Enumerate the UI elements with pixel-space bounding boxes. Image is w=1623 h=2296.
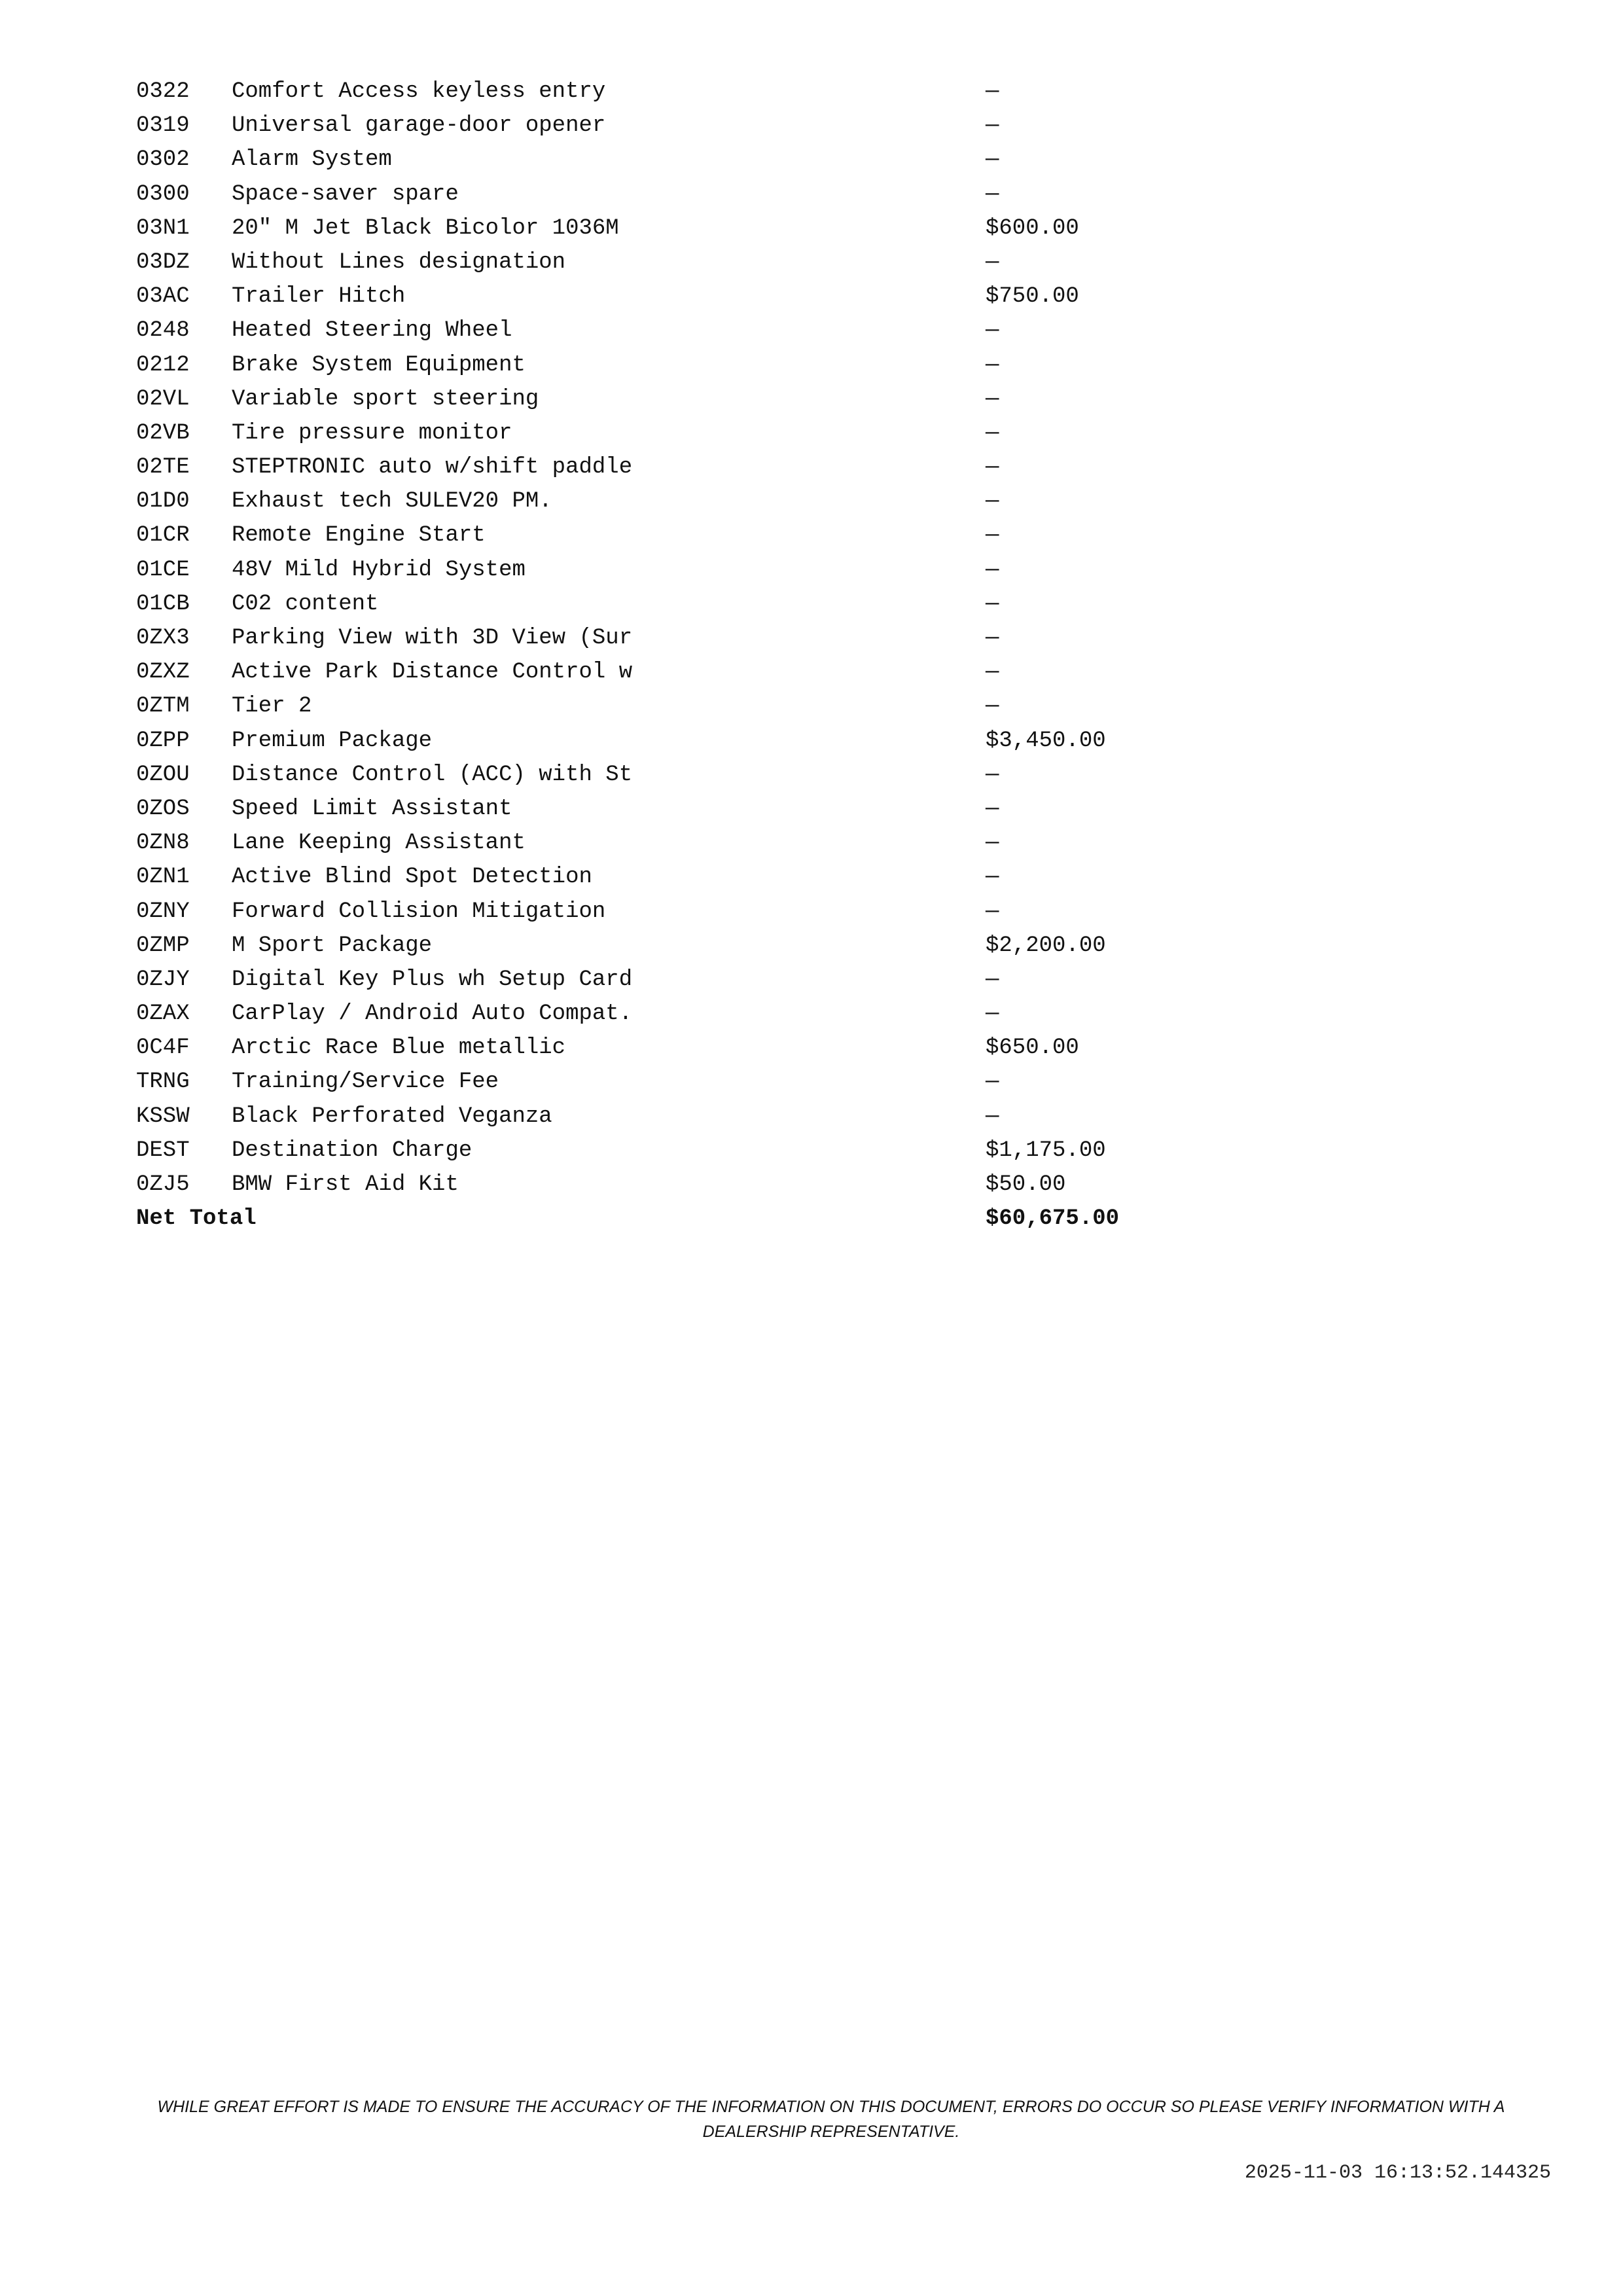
option-code: 0302 — [136, 147, 190, 173]
option-price: — — [986, 557, 999, 583]
option-description: Distance Control (ACC) with St — [232, 762, 633, 787]
option-code: 0ZOS — [136, 796, 190, 821]
option-description: Universal garage-door opener — [232, 113, 606, 139]
option-row — [136, 826, 1183, 860]
option-description: CarPlay / Android Auto Compat. — [232, 1001, 633, 1027]
option-code: 02TE — [136, 455, 190, 480]
option-row — [136, 587, 1183, 621]
option-row — [136, 997, 1183, 1031]
net-total-label: Net Total — [136, 1206, 257, 1232]
option-row — [136, 1100, 1183, 1134]
option-row — [136, 177, 1183, 211]
option-code: 0ZJ5 — [136, 1172, 190, 1197]
option-row — [136, 792, 1183, 826]
option-code: 0ZMP — [136, 933, 190, 958]
option-code: 03DZ — [136, 249, 190, 275]
option-row — [136, 553, 1183, 587]
option-code: DEST — [136, 1138, 190, 1163]
option-row — [136, 75, 1183, 109]
option-row — [136, 1168, 1183, 1202]
option-description: Digital Key Plus wh Setup Card — [232, 967, 633, 992]
option-row — [136, 860, 1183, 894]
option-description: Training/Service Fee — [232, 1069, 499, 1095]
option-row — [136, 724, 1183, 758]
option-price: — — [986, 1001, 999, 1027]
option-row — [136, 484, 1183, 518]
option-row — [136, 109, 1183, 143]
option-description: Active Blind Spot Detection — [232, 865, 592, 890]
option-description: C02 content — [232, 591, 379, 617]
net-total-row — [136, 1202, 1183, 1236]
option-price: $750.00 — [986, 284, 1079, 310]
option-row — [136, 143, 1183, 177]
option-code: 0ZPP — [136, 728, 190, 753]
option-row — [136, 450, 1183, 484]
option-code: KSSW — [136, 1103, 190, 1129]
option-price: $50.00 — [986, 1172, 1066, 1197]
option-description: Speed Limit Assistant — [232, 796, 512, 821]
option-price: — — [986, 386, 999, 412]
option-price: — — [986, 831, 999, 856]
option-price: — — [986, 420, 999, 446]
option-price: $650.00 — [986, 1035, 1079, 1061]
option-price: $600.00 — [986, 215, 1079, 241]
option-code: 0300 — [136, 181, 190, 207]
option-code: 0319 — [136, 113, 190, 139]
option-price: $1,175.00 — [986, 1138, 1106, 1163]
option-price: — — [986, 967, 999, 992]
option-code: 0322 — [136, 79, 190, 104]
option-price: — — [986, 1069, 999, 1095]
option-row — [136, 279, 1183, 314]
option-row — [136, 1031, 1183, 1065]
option-code: 0ZJY — [136, 967, 190, 992]
print-timestamp: 2025-11-03 16:13:52.144325 — [1244, 2162, 1551, 2184]
option-row — [136, 518, 1183, 552]
option-price: — — [986, 352, 999, 378]
option-description: Forward Collision Mitigation — [232, 899, 606, 924]
option-price: — — [986, 796, 999, 821]
option-code: 0ZN8 — [136, 831, 190, 856]
option-row — [136, 655, 1183, 689]
option-row — [136, 348, 1183, 382]
option-row — [136, 621, 1183, 655]
option-row — [136, 963, 1183, 997]
option-row — [136, 895, 1183, 929]
option-description: Parking View with 3D View (Sur — [232, 626, 633, 651]
option-price: — — [986, 489, 999, 514]
option-row — [136, 416, 1183, 450]
option-price: — — [986, 591, 999, 617]
option-price: — — [986, 113, 999, 139]
option-description: Without Lines designation — [232, 249, 566, 275]
option-code: 0ZTM — [136, 694, 190, 719]
option-code: 0ZN1 — [136, 865, 190, 890]
option-code: 03AC — [136, 284, 190, 310]
option-code: 0C4F — [136, 1035, 190, 1061]
option-code: 0248 — [136, 318, 190, 344]
option-description: 20" M Jet Black Bicolor 1036M — [232, 215, 619, 241]
option-row — [136, 245, 1183, 279]
option-row — [136, 689, 1183, 723]
option-description: 48V Mild Hybrid System — [232, 557, 526, 583]
option-description: M Sport Package — [232, 933, 433, 958]
option-description: BMW First Aid Kit — [232, 1172, 459, 1197]
option-description: Brake System Equipment — [232, 352, 526, 378]
option-code: 0ZOU — [136, 762, 190, 787]
option-description: Destination Charge — [232, 1138, 473, 1163]
option-description: Tier 2 — [232, 694, 312, 719]
option-description: Remote Engine Start — [232, 523, 486, 548]
option-row — [136, 314, 1183, 348]
option-price: — — [986, 455, 999, 480]
option-price: — — [986, 626, 999, 651]
option-row — [136, 1134, 1183, 1168]
disclaimer-text: WHILE GREAT EFFORT IS MADE TO ENSURE THE ACCURACY OF THE INFORMATION ON THIS DOCUMENT, ERRORS DO OCCUR SO PLEASE VERIFY INFORMATION WITH A DEALERSHIP REPRESENTATIVE. — [157, 2098, 1505, 2141]
option-row — [136, 929, 1183, 963]
option-code: 0ZAX — [136, 1001, 190, 1027]
option-price: — — [986, 1103, 999, 1129]
option-description: Comfort Access keyless entry — [232, 79, 606, 104]
option-code: 0ZX3 — [136, 626, 190, 651]
option-price: — — [986, 694, 999, 719]
option-row — [136, 758, 1183, 792]
option-code: 01D0 — [136, 489, 190, 514]
option-description: Trailer Hitch — [232, 284, 406, 310]
option-description: Black Perforated Veganza — [232, 1103, 552, 1129]
option-price: — — [986, 865, 999, 890]
option-code: 01CE — [136, 557, 190, 583]
option-price: — — [986, 181, 999, 207]
option-description: Space-saver spare — [232, 181, 459, 207]
option-price: $2,200.00 — [986, 933, 1106, 958]
option-description: Lane Keeping Assistant — [232, 831, 526, 856]
option-price: — — [986, 762, 999, 787]
option-price: — — [986, 147, 999, 173]
option-description: Heated Steering Wheel — [232, 318, 512, 344]
option-description: Alarm System — [232, 147, 392, 173]
option-description: Tire pressure monitor — [232, 420, 512, 446]
option-row — [136, 382, 1183, 416]
option-code: 03N1 — [136, 215, 190, 241]
option-price: $3,450.00 — [986, 728, 1106, 753]
option-description: STEPTRONIC auto w/shift paddle — [232, 455, 633, 480]
option-price: — — [986, 79, 999, 104]
option-code: 0212 — [136, 352, 190, 378]
option-code: 0ZNY — [136, 899, 190, 924]
option-price: — — [986, 523, 999, 548]
option-description: Exhaust tech SULEV20 PM. — [232, 489, 552, 514]
option-price: — — [986, 899, 999, 924]
option-description: Arctic Race Blue metallic — [232, 1035, 566, 1061]
net-total-amount: $60,675.00 — [986, 1206, 1120, 1232]
option-description: Variable sport steering — [232, 386, 539, 412]
option-description: Active Park Distance Control w — [232, 660, 633, 685]
option-code: 01CB — [136, 591, 190, 617]
option-price: — — [986, 249, 999, 275]
option-row — [136, 1065, 1183, 1099]
option-code: 02VB — [136, 420, 190, 446]
option-code: 01CR — [136, 523, 190, 548]
option-row — [136, 211, 1183, 245]
option-description: Premium Package — [232, 728, 433, 753]
option-price: — — [986, 660, 999, 685]
option-code: 02VL — [136, 386, 190, 412]
option-price: — — [986, 318, 999, 344]
option-code: TRNG — [136, 1069, 190, 1095]
options-list — [136, 75, 1183, 1236]
option-code: 0ZXZ — [136, 660, 190, 685]
